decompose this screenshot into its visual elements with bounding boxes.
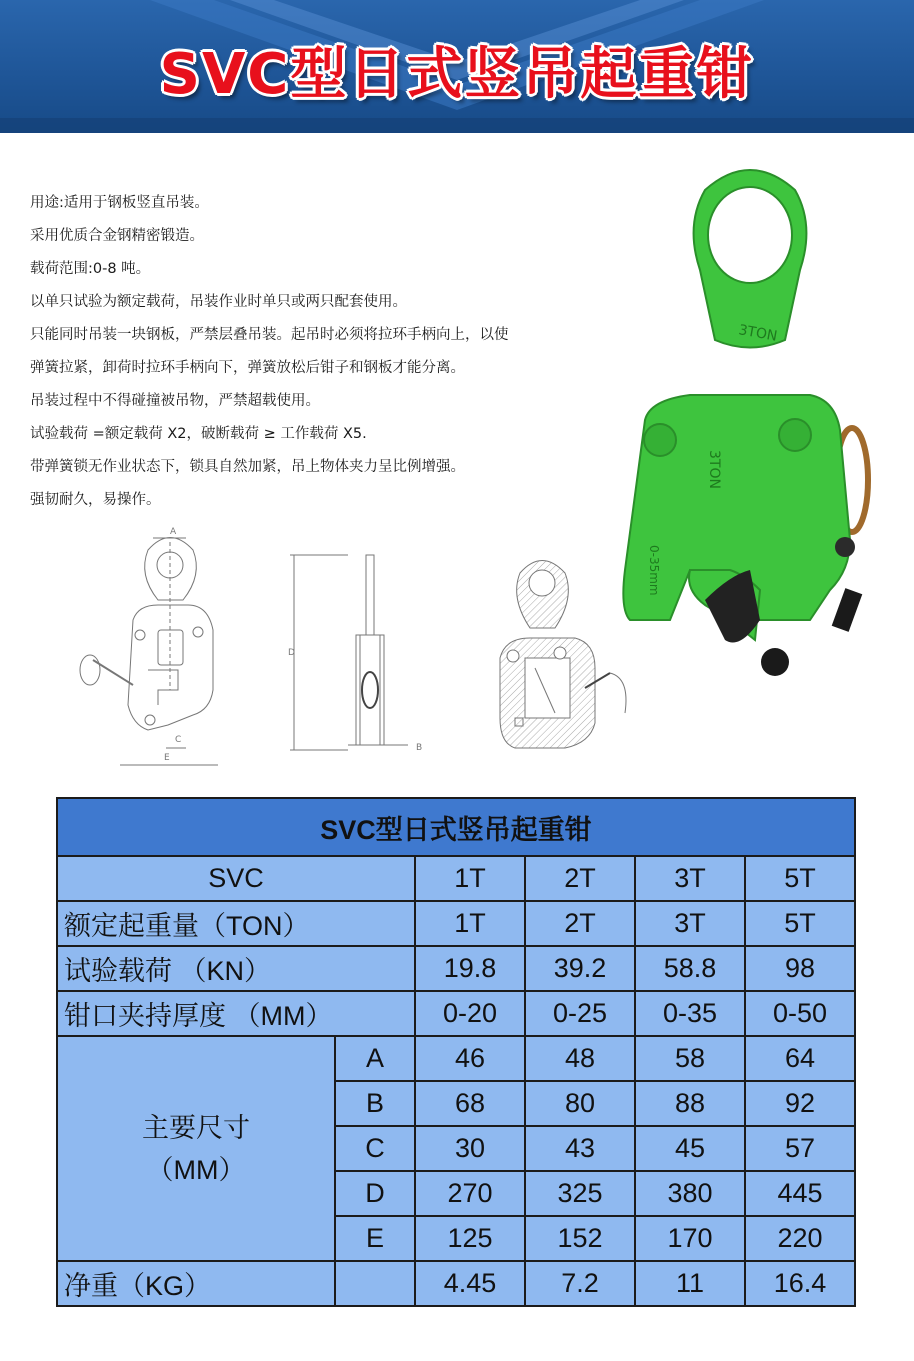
table-cell: 80 (525, 1081, 635, 1126)
dim-c-label: C (175, 735, 182, 745)
table-cell: 45 (635, 1126, 745, 1171)
row-label: 净重（KG） (57, 1261, 335, 1306)
table-cell: 46 (415, 1036, 525, 1081)
table-cell: 2T (525, 901, 635, 946)
dimensions-group-label (57, 1036, 335, 1261)
dim-b-label: B (416, 743, 423, 753)
description-line: 用途:适用于钢板竖直吊装。 (30, 195, 209, 211)
table-cell: 7.2 (525, 1261, 635, 1306)
table-cell: 2T (525, 856, 635, 901)
side-view-drawing (288, 550, 438, 765)
table-cell: 30 (415, 1126, 525, 1171)
table-cell: 0-20 (415, 991, 525, 1036)
photo-label-body: 3TON (706, 450, 722, 489)
photo-label-range: 0-35mm (647, 545, 661, 596)
dim-key: E (335, 1216, 415, 1261)
dim-key: C (335, 1126, 415, 1171)
table-row (57, 1036, 855, 1081)
table-cell: 1T (415, 901, 525, 946)
description-line: 试验载荷 =额定载荷 X2，破断载荷 ≥ 工作载荷 X5. (30, 426, 367, 442)
table-cell: 125 (415, 1216, 525, 1261)
row-label: 钳口夹持厚度 （MM） (57, 991, 415, 1036)
description-line: 载荷范围:0-8 吨。 (30, 261, 151, 277)
photo-label-top: 3TON (737, 322, 779, 345)
table-cell: 4.45 (415, 1261, 525, 1306)
table-cell: 1T (415, 856, 525, 901)
table-cell: 0-50 (745, 991, 855, 1036)
table-cell: 380 (635, 1171, 745, 1216)
table-cell: 43 (525, 1126, 635, 1171)
description-line: 只能同时吊装一块钢板，严禁层叠吊装。起吊时必须将拉环手柄向上，以使 (30, 327, 509, 343)
table-cell: 445 (745, 1171, 855, 1216)
table-title: SVC型日式竖吊起重钳 (57, 798, 855, 856)
table-cell: 5T (745, 856, 855, 901)
table-cell: 16.4 (745, 1261, 855, 1306)
front-view-drawing (78, 520, 218, 780)
section-view-drawing (495, 548, 635, 758)
description-line: 吊装过程中不得碰撞被吊物，严禁超载使用。 (30, 393, 320, 409)
table-cell: 88 (635, 1081, 745, 1126)
table-cell: 170 (635, 1216, 745, 1261)
table-cell: 11 (635, 1261, 745, 1306)
table-cell: 3T (635, 901, 745, 946)
table-row (57, 946, 855, 991)
description-line: 带弹簧锁无作业状态下，锁具自然加紧，吊上物体夹力呈比例增强。 (30, 459, 465, 475)
table-cell: 3T (635, 856, 745, 901)
table-cell: 325 (525, 1171, 635, 1216)
dim-key: B (335, 1081, 415, 1126)
description-line: 强韧耐久，易操作。 (30, 492, 161, 508)
model-label-cell: SVC (57, 856, 415, 901)
table-row (57, 856, 855, 901)
table-cell: 270 (415, 1171, 525, 1216)
table-cell: 68 (415, 1081, 525, 1126)
description-line: 采用优质合金钢精密锻造。 (30, 228, 204, 244)
row-label: 额定起重量（TON） (57, 901, 415, 946)
table-cell: 0-25 (525, 991, 635, 1036)
table-cell: 220 (745, 1216, 855, 1261)
table-cell: 5T (745, 901, 855, 946)
table-cell: 58.8 (635, 946, 745, 991)
dim-d-label: D (288, 648, 295, 658)
dimensions-label: 主要尺寸 (142, 1112, 250, 1143)
table-cell: 19.8 (415, 946, 525, 991)
description-line: 弹簧拉紧，卸荷时拉环手柄向下，弹簧放松后钳子和钢板才能分离。 (30, 360, 465, 376)
header-banner (0, 0, 914, 133)
table-cell: 58 (635, 1036, 745, 1081)
product-photo (610, 150, 900, 695)
dim-e-label: E (164, 753, 170, 763)
dim-key: A (335, 1036, 415, 1081)
table-cell: 64 (745, 1036, 855, 1081)
dim-key: D (335, 1171, 415, 1216)
table-cell: 152 (525, 1216, 635, 1261)
table-cell: 48 (525, 1036, 635, 1081)
empty-cell (335, 1261, 415, 1306)
dimensions-unit: （MM） (146, 1154, 246, 1185)
description-line: 以单只试验为额定载荷，吊装作业时单只或两只配套使用。 (30, 294, 407, 310)
dim-a-label: A (170, 527, 177, 537)
banner-title: SVC型日式竖吊起重钳 (159, 42, 755, 107)
table-cell: 57 (745, 1126, 855, 1171)
table-row (57, 991, 855, 1036)
description-list (30, 192, 620, 522)
table-cell: 0-35 (635, 991, 745, 1036)
spec-table (56, 797, 856, 1307)
table-row (57, 901, 855, 946)
row-label: 试验载荷 （KN） (57, 946, 415, 991)
table-cell: 98 (745, 946, 855, 991)
table-cell: 39.2 (525, 946, 635, 991)
table-cell: 92 (745, 1081, 855, 1126)
table-row (57, 1261, 855, 1306)
